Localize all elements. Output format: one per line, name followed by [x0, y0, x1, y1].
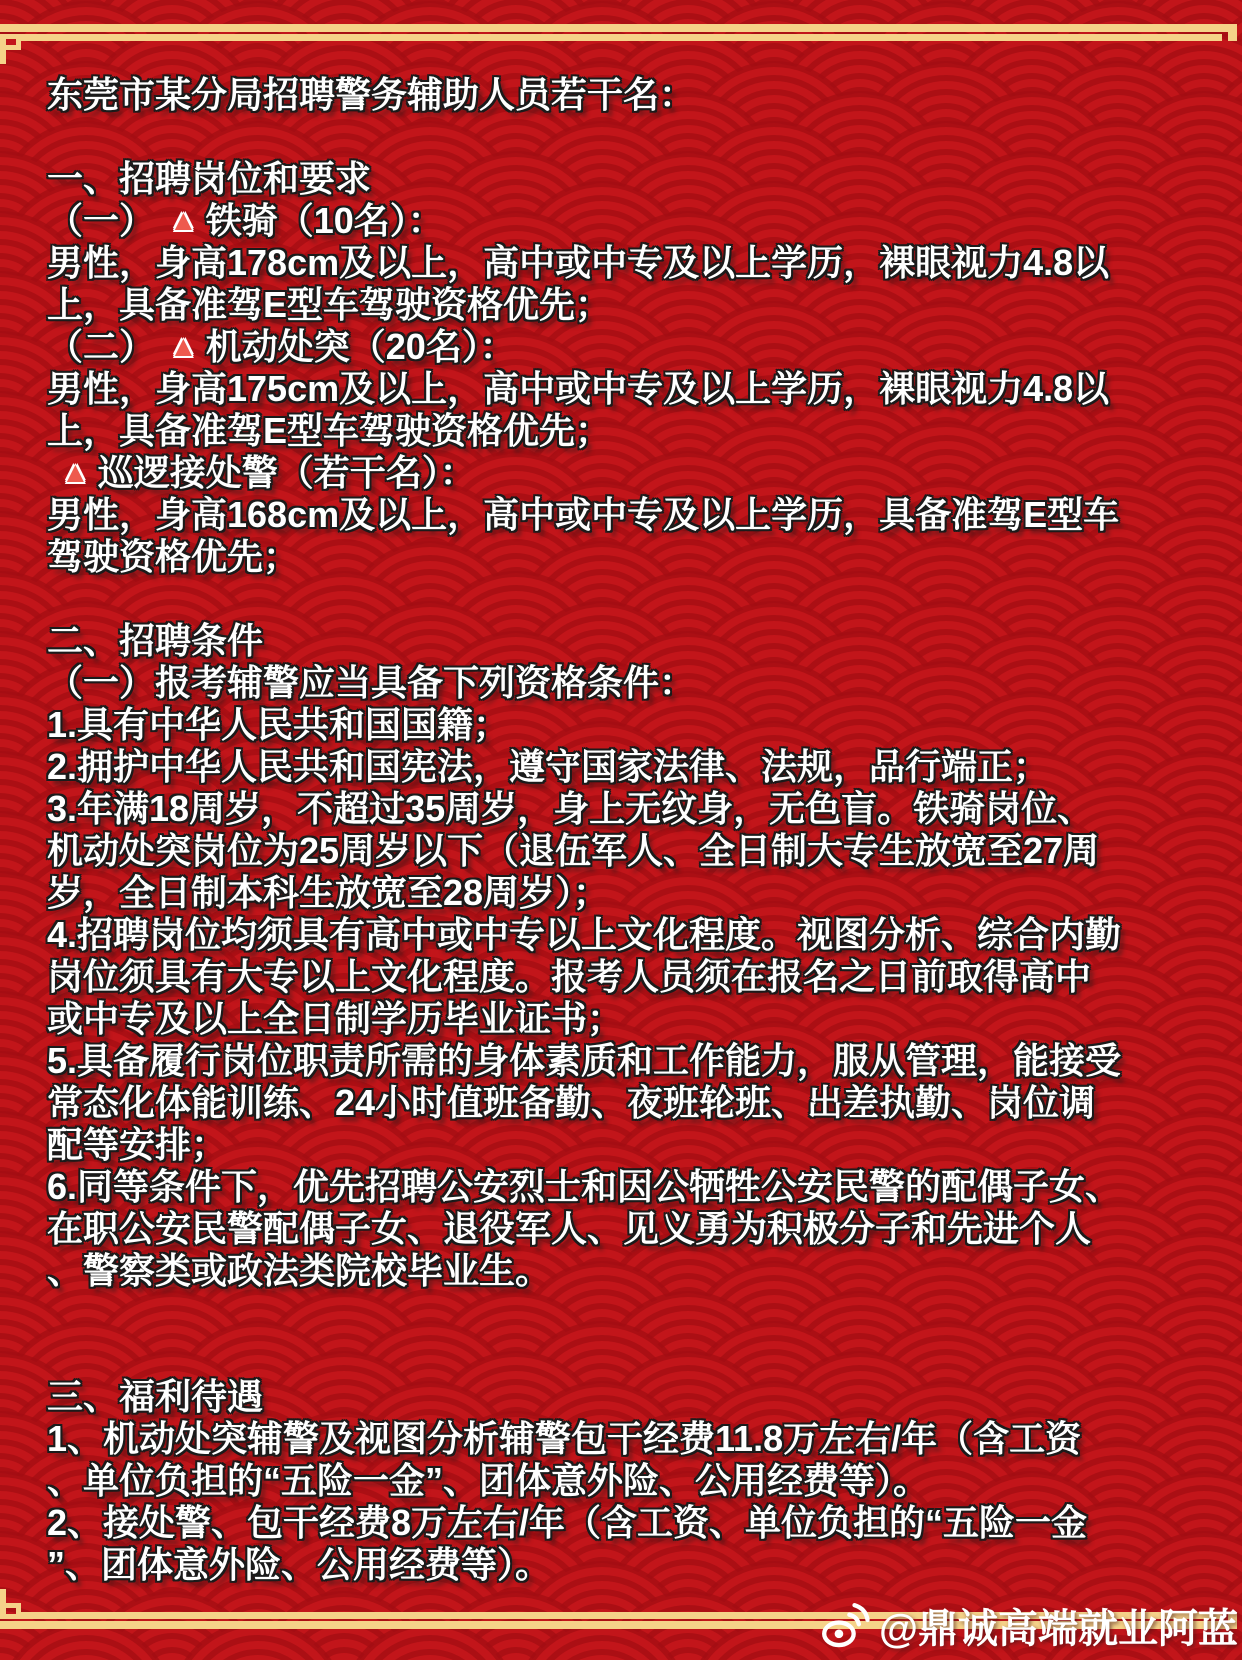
text-line: 配等安排； — [47, 1124, 228, 1165]
text-line: 、警察类或政法类院校毕业生。 — [47, 1250, 552, 1291]
watermark — [819, 1597, 1238, 1654]
text-line: 岗位须具有大专以上文化程度。报考人员须在报名之日前取得高中 — [47, 956, 1092, 997]
text-line: 二、招聘条件 — [47, 620, 264, 661]
text-line: 东莞市某分局招聘警务辅助人员若干名： — [47, 74, 696, 115]
bullet-triangle-icon: ▲ — [169, 205, 198, 237]
text-line: 1、机动处突辅警及视图分析辅警包干经费11.8万左右/年（含工资 — [47, 1418, 1082, 1459]
frame-top-thin-line — [18, 34, 1222, 41]
text-line: 上，具备准驾E型车驾驶资格优先； — [47, 284, 612, 325]
text-line — [47, 116, 1202, 158]
text-line — [47, 578, 1202, 620]
text-line: 上，具备准驾E型车驾驶资格优先； — [47, 410, 612, 451]
text-line: 4.招聘岗位均须具有高中或中专以上文化程度。视图分析、综合内勤 — [47, 914, 1122, 955]
text-line: 2.拥护中华人民共和国宪法，遵守国家法律、法规，品行端正； — [47, 746, 1050, 787]
text-line: 1.具有中华人民共和国国籍； — [47, 704, 510, 745]
text-line: 机动处突岗位为25周岁以下（退伍军人、全日制大专生放宽至27周 — [47, 830, 1100, 871]
text-line: （一）报考辅警应当具备下列资格条件： — [47, 662, 696, 703]
poster-text — [47, 74, 1202, 1586]
frame-top-left-stub — [0, 34, 6, 64]
text-line: 男性，身高175cm及以上，高中或中专及以上学历，裸眼视力4.8以 — [47, 368, 1110, 409]
text-line: 、单位负担的“五险一金”、团体意外险、公用经费等）。 — [47, 1460, 930, 1501]
frame-top-right-connector — [1228, 24, 1237, 41]
bullet-triangle-icon: ▲ — [169, 331, 198, 363]
text-line: （一） ▲ 铁骑（10名）： — [47, 200, 444, 241]
text-line: 常态化体能训练、24小时值班备勤、夜班轮班、出差执勤、岗位调 — [47, 1082, 1096, 1123]
text-line: 男性，身高178cm及以上，高中或中专及以上学历，裸眼视力4.8以 — [47, 242, 1110, 283]
text-line: 6.同等条件下，优先招聘公安烈士和因公牺牲公安民警的配偶子女、 — [47, 1166, 1122, 1207]
text-line: 岁，全日制本科生放宽至28周岁）； — [47, 872, 610, 913]
weibo-icon — [819, 1600, 871, 1652]
text-line: 在职公安民警配偶子女、退役军人、见义勇为积极分子和先进个人 — [47, 1208, 1092, 1249]
text-line — [47, 1334, 1202, 1376]
text-line: ”、团体意外险、公用经费等）。 — [47, 1544, 552, 1585]
text-line: 男性，身高168cm及以上，高中或中专及以上学历，具备准驾E型车 — [47, 494, 1120, 535]
text-line: 一、招聘岗位和要求 — [47, 158, 372, 199]
text-line: 或中专及以上全日制学历毕业证书； — [47, 998, 624, 1039]
text-line — [47, 1292, 1202, 1334]
text-line: 2、接处警、包干经费8万左右/年（含工资、单位负担的“五险一金 — [47, 1502, 1088, 1543]
bullet-triangle-icon: ▲ — [61, 457, 90, 489]
text-line: 3.年满18周岁，不超过35周岁，身上无纹身，无色盲。铁骑岗位、 — [47, 788, 1094, 829]
text-line: ▲ 巡逻接处警（若干名）： — [61, 452, 476, 493]
text-line: （二） ▲ 机动处突（20名）： — [47, 326, 516, 367]
text-line: 驾驶资格优先； — [47, 536, 300, 577]
frame-bottom-left-stub — [0, 1589, 6, 1619]
watermark-handle: @鼎诚高端就业阿蓝 — [878, 1607, 1238, 1651]
text-line: 三、福利待遇 — [47, 1376, 264, 1417]
frame-top-thick-line — [0, 24, 1237, 32]
text-line: 5.具备履行岗位职责所需的身体素质和工作能力，服从管理，能接受 — [47, 1040, 1122, 1081]
